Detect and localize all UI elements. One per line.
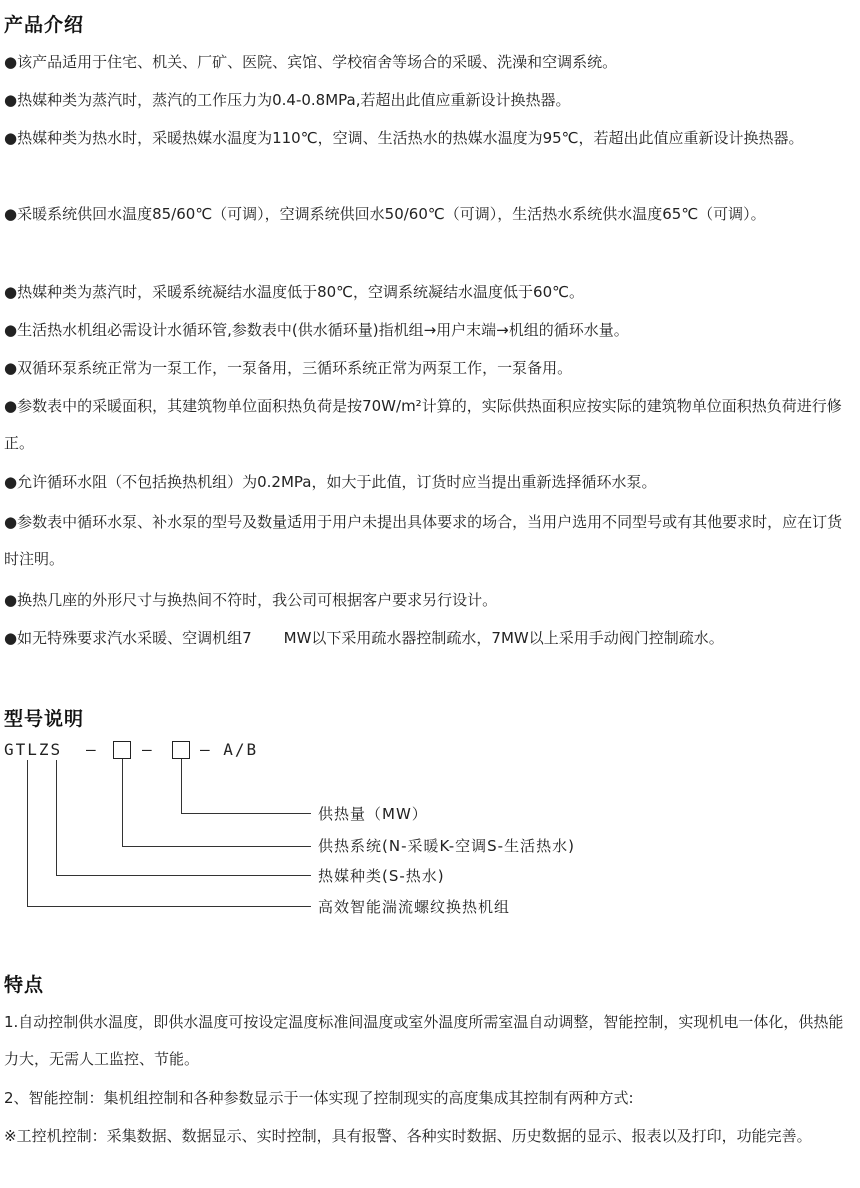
- intro-item-12: [4, 620, 856, 657]
- connector-unit-h: [27, 906, 311, 907]
- intro-section-title: 产品介绍: [4, 14, 85, 36]
- intro-item-8: ●参数表中的采暖面积，其建筑物单位面积热负荷是按70W/m²计算的，实际供热面积应按实际的建筑物单位面积热负荷进行修正。: [4, 397, 842, 452]
- model-dash-2: —: [142, 740, 154, 759]
- model-label-medium: 热媒种类(S-热水): [318, 867, 445, 885]
- connector-system-v: [122, 759, 123, 847]
- intro-item-7: ●双循环泵系统正常为一泵工作，一泵备用，三循环系统正常为两泵工作，一泵备用。: [4, 359, 573, 377]
- intro-item-12-part1: ●如无特殊要求汽水采暖、空调机组7: [4, 629, 252, 647]
- model-label-capacity: 供热量（MW）: [318, 805, 428, 823]
- connector-capacity-v: [181, 759, 182, 814]
- intro-item-9: ●允许循环水阻（不包括换热机组）为0.2MPa，如大于此值，订货时应当提出重新选择循环水泵。: [4, 473, 657, 491]
- model-suffix: — A/B: [200, 740, 259, 759]
- connector-medium-h: [56, 875, 311, 876]
- connector-system-h: [122, 846, 311, 847]
- model-section-title: 型号说明: [4, 708, 85, 730]
- model-prefix: GTLZS: [4, 740, 63, 759]
- intro-item-3: ●热媒种类为热水时，采暖热媒水温度为110℃，空调、生活热水的热媒水温度为95℃，若超出此值应重新设计换热器。: [4, 129, 804, 147]
- intro-item-11: ●换热几座的外形尺寸与换热间不符时，我公司可根据客户要求另行设计。: [4, 591, 498, 609]
- intro-item-1: ●该产品适用于住宅、机关、厂矿、医院、宾馆、学校宿舍等场合的采暖、洗澡和空调系统。: [4, 53, 618, 71]
- feature-item-3: ※工控机控制：采集数据、数据显示、实时控制，具有报警、各种实时数据、历史数据的显示、报表以及打印，功能完善。: [4, 1127, 812, 1145]
- model-dash-1: —: [86, 740, 98, 759]
- intro-item-10: ●参数表中循环水泵、补水泵的型号及数量适用于用户未提出具体要求的场合，当用户选用不同型号或有其他要求时，应在订货时注明。: [4, 513, 843, 568]
- intro-item-6: ●生活热水机组必需设计水循环管,参数表中(供水循环量)指机组→用户末端→机组的循环水量。: [4, 321, 629, 339]
- connector-capacity-h: [181, 813, 311, 814]
- model-label-system: 供热系统(N-采暖K-空调S-生活热水): [318, 837, 575, 855]
- intro-item-12-part2: MW以下采用疏水器控制疏水，7MW以上采用手动阀门控制疏水。: [283, 629, 724, 647]
- intro-item-2: ●热媒种类为蒸汽时，蒸汽的工作压力为0.4-0.8MPa,若超出此值应重新设计换热器。: [4, 91, 571, 109]
- features-section-title: 特点: [4, 974, 45, 996]
- feature-item-1: 1.自动控制供水温度，即供水温度可按设定温度标准间温度或室外温度所需室温自动调整，智能控制，实现机电一体化，供热能力大，无需人工监控、节能。: [4, 1013, 844, 1068]
- connector-medium-v: [56, 760, 57, 876]
- model-capacity-box: [172, 741, 190, 759]
- feature-item-2: 2、智能控制：集机组控制和各种参数显示于一体实现了控制现实的高度集成其控制有两种方式:: [4, 1089, 634, 1107]
- model-label-unit: 高效智能湍流螺纹换热机组: [318, 898, 511, 916]
- intro-item-5: ●热媒种类为蒸汽时，采暖系统凝结水温度低于80℃，空调系统凝结水温度低于60℃。: [4, 283, 584, 301]
- intro-item-4: ●采暖系统供回水温度85/60℃（可调），空调系统供回水50/60℃（可调），生活热水系统供水温度65℃（可调）。: [4, 205, 766, 223]
- model-system-box: [113, 741, 131, 759]
- connector-unit-v: [27, 760, 28, 907]
